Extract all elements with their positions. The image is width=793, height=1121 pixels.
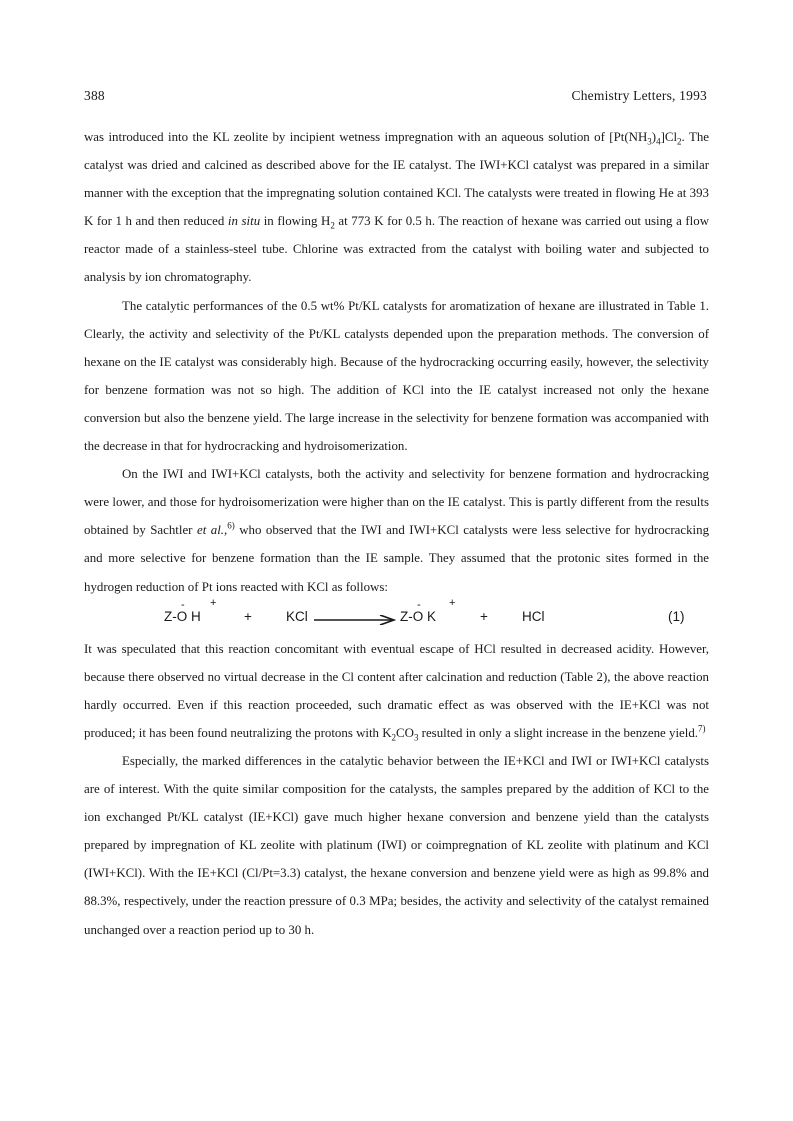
paragraph-3 [84, 460, 709, 600]
p3-et-al: et al., [196, 523, 228, 538]
p4-ref: 7) [698, 723, 706, 734]
p4-text-b: CO [396, 725, 414, 740]
p3-text-a: On the IWI and IWI+KCl catalysts, both the activity and selectivity for benzene formation and hydrocracking were lower, and those for hydroisomerization were higher than on the IE catalyst. This is partly different from the results obtained by Sachtler [84, 467, 709, 538]
eq-op-1: + [244, 608, 252, 624]
p4-text-a: It was speculated that this reaction concomitant with eventual escape of HCl resulted in decreased acidity. However, because there observed no virtual decrease in the Cl content after calcination and reduction (Table 2), the above reaction hardly occurred. Even if this reaction proceeded, such dramatic effect as was observed with the IE+KCl was not produced; it has been found neutralizing the protons with K [84, 641, 709, 740]
p4-sub-1: 2 [391, 732, 397, 743]
journal-title: Chemistry Letters, 1993 [571, 88, 707, 103]
p1-text-b: in flowing H [260, 214, 331, 229]
eq-lhs-zoh [164, 596, 217, 631]
eq-plus-1: + [210, 596, 217, 609]
reaction-arrow-icon [314, 615, 396, 625]
paragraph-5: Especially, the marked differences in the catalytic behavior between the IE+KCl and IWI or IWI+KCl catalysts are of interest. With the quite similar composition for the catalysts, the samples prepared by the addition of KCl to the ion exchanged Pt/KL catalyst (IE+KCl) gave much higher hexane conversion and benzene yield than the catalysts prepared by impregnation of KL zeolite with platinum (IWI) or coimpregnation of KL zeolite with platinum and KCl (IWI+KCl). With the IE+KCl (Cl/Pt=3.3) catalyst, the hexane conversion and benzene yield were as high as 99.8% and 88.3%, respectively, under the reaction pressure of 0.3 MPa; besides, the activity and selectivity of the catalyst remained unchanged over a reaction period up to 30 h. [84, 753, 709, 937]
p4-text-c: resulted in only a slight increase in the benzene yield. [418, 725, 699, 740]
p1-sub-3: 2 [677, 136, 682, 147]
p1-sub-2: 4 [656, 136, 661, 147]
p3-text-b: who observed that the IWI and IWI+KCl catalysts were less selective for hydrocracking and more selective for benzene formation than the IE sample. They assumed that the protonic sites formed in the hydrogen reduction of Pt ions reacted with KCl as follows: [84, 523, 710, 594]
eq-rhs-hcl: HCl [522, 608, 545, 624]
eq-rhs-zok [400, 596, 456, 631]
p4-sub-2: 3 [413, 732, 419, 743]
equation-1 [84, 596, 709, 635]
eq-op-2: + [480, 608, 488, 624]
p1-text-c: at 773 K for 0.5 h. The reaction of hexane was carried out using a flow reactor made of a stainless-steel tube. Chlorine was extracted from the catalyst with boiling water and subjected to analysis by ion chromatography. [84, 214, 710, 285]
p1-text-a: was introduced into the KL zeolite by incipient wetness impregnation with an aqueous solution of [Pt(NH [84, 130, 648, 144]
eq-lhs-kcl: KCl [286, 608, 308, 624]
p1-text-a2: ) [651, 130, 657, 144]
paragraph-2: The catalytic performances of the 0.5 wt% Pt/KL catalysts for aromatization of hexane are illustrated in Table 1. Clearly, the activity and selectivity of the Pt/KL catalysts depended upon the preparation methods. The conversion of hexane on the IE catalyst was considerably high. Because of the hydrocracking occurring easily, however, the selectivity for benzene formation was not so high. The addition of KCl into the IE catalyst increased not only the hexane conversion but also the benzene yield. The large increase in the selectivity for benzene formation was accompanied with the decrease in that for hydrocracking and hydroisomerization. [84, 298, 709, 454]
page-number: 388 [84, 88, 105, 103]
eq-minus-2: - [417, 598, 421, 611]
eq-lhs1-text: Z-O H [164, 608, 201, 624]
p1-sub-h2: 2 [330, 220, 335, 231]
p1-in-situ: in situ [227, 214, 261, 229]
p1-sub-1: 3 [647, 136, 652, 147]
eq-minus-1: - [181, 598, 185, 611]
p3-ref: 6) [227, 521, 235, 532]
equation-number: (1) [668, 608, 685, 624]
article-body [84, 123, 709, 944]
eq-rhs1-text: Z-O K [400, 608, 436, 624]
p1-text-a4: . The catalyst was dried and calcined as described above for the IE catalyst. The IWI+KCl catalyst was prepared in a similar manner with the exception that the impregnating solution contained KCl. The catalysts were treated in flowing He at 393 K for 1 h and then reduced [84, 130, 709, 229]
paragraph-1 [84, 123, 709, 292]
running-header [84, 88, 707, 104]
eq-plus-2: + [449, 596, 456, 609]
paragraph-4 [84, 635, 709, 747]
p1-text-a3: ]Cl [660, 130, 678, 144]
